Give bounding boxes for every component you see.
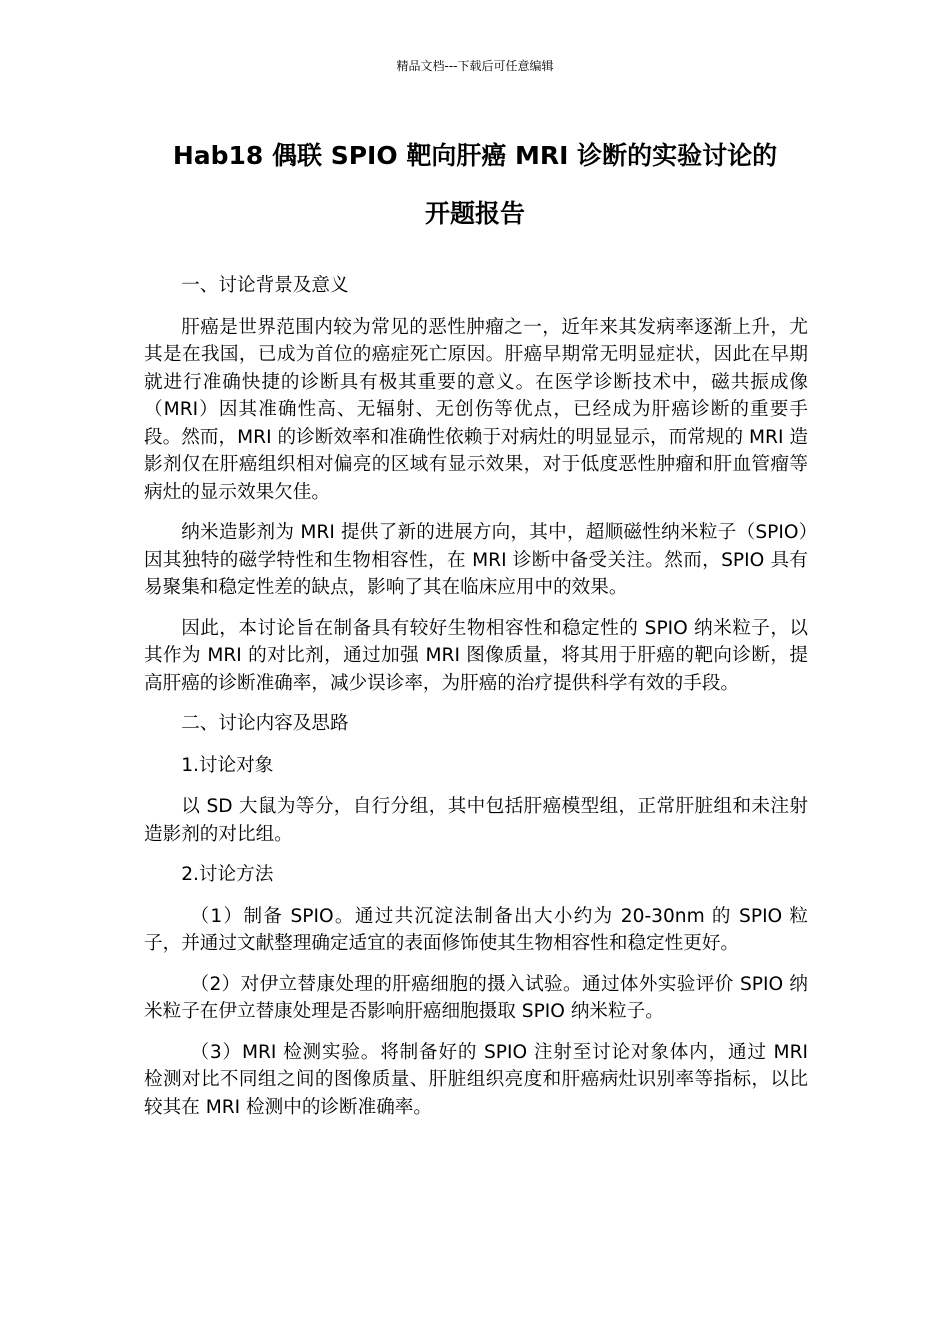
- document-title-line-1: Hab18 偶联 SPIO 靶向肝癌 MRI 诊断的实验讨论的: [172, 141, 778, 170]
- document-title-line-2: 开题报告: [424, 199, 525, 228]
- section-1-paragraph-2: 纳米造影剂为 MRI 提供了新的进展方向，其中，超顺磁性纳米粒子（SPIO）因其独特的磁学特性和生物相容性，在 MRI 诊断中备受关注。然而，SPIO 具有易聚集和稳定性差的缺点，影响了其在临床应用中的效果。: [144, 522, 808, 598]
- section-2-heading: 二、讨论内容及思路: [181, 713, 349, 734]
- section-1-paragraph-1: 肝癌是世界范围内较为常见的恶性肿瘤之一，近年来其发病率逐渐上升，尤其是在我国，已成为首位的癌症死亡原因。肝癌早期常无明显症状，因此在早期就进行准确快捷的诊断具有极其重要的意义。在医学诊断技术中，磁共振成像（MRI）因其准确性高、无辐射、无创伤等优点，已经成为肝癌诊断的重要手段。然而，MRI 的诊断效率和准确性依赖于对病灶的明显显示，而常规的 MRI 造影剂仅在肝癌组织相对偏亮的区域有显示效果，对于低度恶性肿瘤和肝血管瘤等病灶的显示效果欠佳。: [144, 316, 808, 503]
- page-header-note: 精品文档---下载后可任意编辑: [396, 59, 554, 73]
- section-2-subheading-subjects: 1.讨论对象: [181, 754, 274, 776]
- method-1-paragraph: （1）制备 SPIO。通过共沉淀法制备出大小约为 20-30nm 的 SPIO 粒子，并通过文献整理确定适宜的表面修饰使其生物相容性和稳定性更好。: [144, 905, 808, 954]
- section-1-heading: 一、讨论背景及意义: [181, 275, 349, 296]
- section-2-subheading-methods: 2.讨论方法: [181, 864, 274, 885]
- method-3-paragraph: （3）MRI 检测实验。将制备好的 SPIO 注射至讨论对象体内，通过 MRI 检测对比不同组之间的图像质量、肝脏组织亮度和肝癌病灶识别率等指标，以比较其在 MRI 检测中的诊断准确率。: [144, 1041, 808, 1118]
- document-body: [144, 272, 808, 1134]
- section-2-subjects-paragraph: 以 SD 大鼠为等分，自行分组，其中包括肝癌模型组，正常肝脏组和未注射造影剂的对比组。: [144, 796, 808, 845]
- section-1-paragraph-3: 因此，本讨论旨在制备具有较好生物相容性和稳定性的 SPIO 纳米粒子，以其作为 MRI 的对比剂，通过加强 MRI 图像质量，将其用于肝癌的靶向诊断，提高肝癌的诊断准确率，减少误诊率，为肝癌的治疗提供科学有效的手段。: [144, 617, 808, 694]
- method-2-paragraph: （2）对伊立替康处理的肝癌细胞的摄入试验。通过体外实验评价 SPIO 纳米粒子在伊立替康处理是否影响肝癌细胞摄取 SPIO 纳米粒子。: [144, 973, 808, 1022]
